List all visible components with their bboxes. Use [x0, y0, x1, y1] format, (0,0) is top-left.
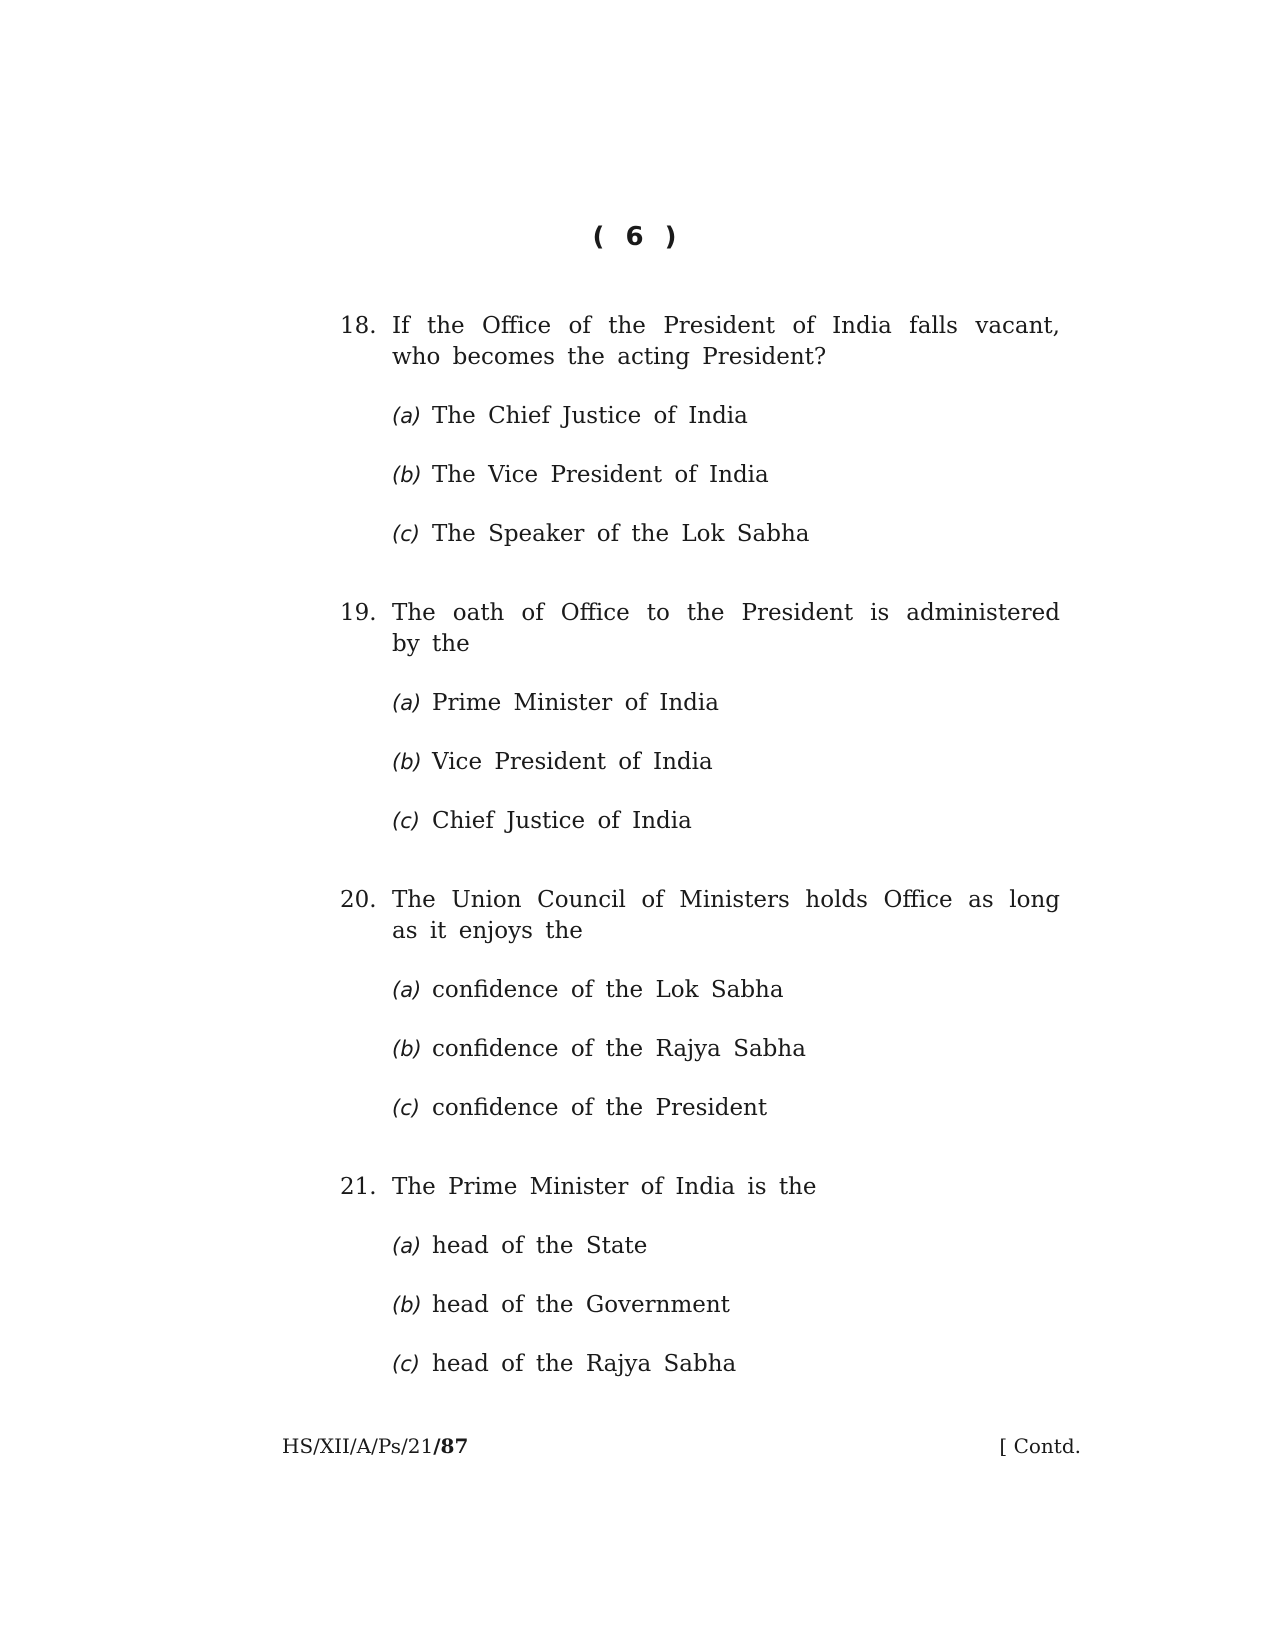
option-a [392, 688, 1060, 719]
option-text: confidence of the Lok Sabha [432, 977, 784, 1003]
options-list [392, 401, 1060, 550]
question-21 [340, 1172, 1060, 1380]
option-label: (c) [392, 522, 420, 546]
option-b [392, 1034, 1060, 1065]
option-label: (a) [392, 691, 422, 715]
option-text: Vice President of India [432, 749, 713, 775]
option-a [392, 975, 1060, 1006]
paper-code-prefix: HS/XII/A/Ps/21 [282, 1434, 434, 1458]
option-b [392, 460, 1060, 491]
paper-code [282, 1434, 468, 1458]
option-label: (b) [392, 1037, 422, 1061]
option-label: (b) [392, 1293, 422, 1317]
option-label: (a) [392, 978, 422, 1002]
option-label: (b) [392, 750, 422, 774]
option-c [392, 1349, 1060, 1380]
question-number: 20. [340, 887, 377, 913]
option-c [392, 1093, 1060, 1124]
question-19 [340, 598, 1060, 837]
option-b [392, 747, 1060, 778]
option-label: (c) [392, 809, 420, 833]
option-text: Prime Minister of India [432, 690, 719, 716]
option-label: (a) [392, 1234, 422, 1258]
page-number: ( 6 ) [592, 222, 683, 252]
options-list [392, 975, 1060, 1124]
options-list [392, 1231, 1060, 1380]
option-a [392, 401, 1060, 432]
paper-code-suffix: /87 [433, 1434, 469, 1458]
continued-note: [ Contd. [999, 1434, 1081, 1458]
option-c [392, 806, 1060, 837]
question-text: The Union Council of Ministers holds Office as long as it enjoys the [392, 887, 1060, 944]
option-text: The Speaker of the Lok Sabha [432, 521, 810, 547]
question-number: 19. [340, 600, 377, 626]
options-list [392, 688, 1060, 837]
option-text: The Chief Justice of India [432, 403, 748, 429]
option-label: (b) [392, 463, 422, 487]
option-text: The Vice President of India [432, 462, 769, 488]
question-number: 21. [340, 1174, 377, 1200]
option-label: (c) [392, 1096, 420, 1120]
question-20 [340, 885, 1060, 1124]
question-text: If the Office of the President of India falls vacant, who becomes the acting President? [392, 313, 1060, 370]
option-a [392, 1231, 1060, 1262]
option-label: (a) [392, 404, 422, 428]
option-text: confidence of the Rajya Sabha [432, 1036, 806, 1062]
option-c [392, 519, 1060, 550]
option-text: head of the State [432, 1233, 648, 1259]
option-text: head of the Government [432, 1292, 730, 1318]
question-text: The Prime Minister of India is the [392, 1174, 817, 1200]
option-b [392, 1290, 1060, 1321]
option-label: (c) [392, 1352, 420, 1376]
question-text: The oath of Office to the President is administered by the [392, 600, 1060, 657]
option-text: Chief Justice of India [432, 808, 692, 834]
option-text: confidence of the President [432, 1095, 768, 1121]
question-number: 18. [340, 313, 377, 339]
question-18 [340, 311, 1060, 550]
option-text: head of the Rajya Sabha [432, 1351, 737, 1377]
